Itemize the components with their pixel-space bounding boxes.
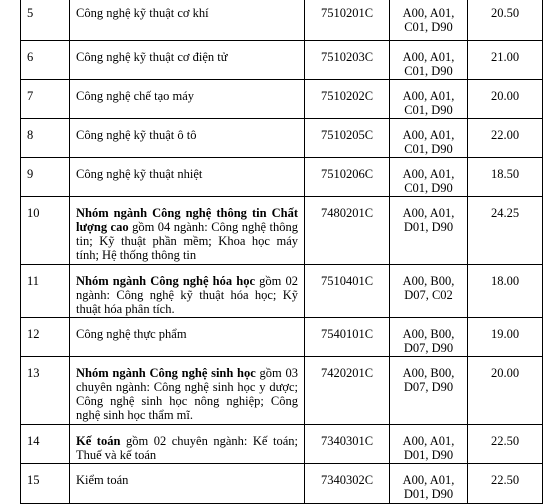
major-description: gồm 02 chuyên ngành: Kế toán; Thuế và kế toán: [76, 434, 298, 462]
admission-score: 19.00: [468, 318, 543, 357]
table-row: [21, 464, 543, 504]
admission-score-table: [20, 0, 543, 504]
subject-combination: A00, A01, D01, D90: [390, 464, 468, 504]
major-code: 7510202C: [305, 80, 390, 119]
row-number: 13: [21, 357, 70, 425]
admission-score: 24.25: [468, 197, 543, 265]
major-description: Công nghệ thực phẩm: [76, 327, 187, 341]
subject-combination: A00, A01, C01, D90: [390, 158, 468, 197]
subject-combination: A00, A01, C01, D90: [390, 41, 468, 80]
subject-combination: A00, A01, C01, D90: [390, 119, 468, 158]
major-code: 7510203C: [305, 41, 390, 80]
major-name: [70, 158, 305, 197]
major-name: [70, 119, 305, 158]
row-number: 9: [21, 158, 70, 197]
major-description: Công nghệ kỹ thuật cơ khí: [76, 6, 209, 20]
subject-combination: A00, A01, C01, D90: [390, 0, 468, 41]
row-number: 5: [21, 0, 70, 41]
admission-score: 20.00: [468, 357, 543, 425]
major-description: Công nghệ kỹ thuật cơ điện tử: [76, 50, 228, 64]
row-number: 10: [21, 197, 70, 265]
major-description: gồm 03 chuyên ngành: Công nghệ sinh học y dược; Công nghệ sinh học nông nghiệp; Công nghệ sinh học thẩm mĩ.: [76, 366, 298, 422]
major-group-title: Nhóm ngành Công nghệ sinh học: [76, 366, 256, 380]
subject-combination: A00, B00, D07, D90: [390, 357, 468, 425]
major-description: Công nghệ kỹ thuật nhiệt: [76, 167, 203, 181]
major-name: [70, 41, 305, 80]
table-row: [21, 357, 543, 425]
row-number: 15: [21, 464, 70, 504]
admission-score: 20.50: [468, 0, 543, 41]
subject-combination: A00, B00, D07, D90: [390, 318, 468, 357]
admission-score: 20.00: [468, 80, 543, 119]
row-number: 12: [21, 318, 70, 357]
major-name: [70, 318, 305, 357]
row-number: 14: [21, 425, 70, 464]
subject-combination: A00, A01, C01, D90: [390, 80, 468, 119]
admission-score: 18.00: [468, 265, 543, 318]
table-row: [21, 119, 543, 158]
major-name: [70, 425, 305, 464]
major-code: 7340302C: [305, 464, 390, 504]
major-name: [70, 357, 305, 425]
major-group-title: Nhóm ngành Công nghệ hóa học: [76, 274, 256, 288]
row-number: 7: [21, 80, 70, 119]
table-row: [21, 425, 543, 464]
admission-score: 18.50: [468, 158, 543, 197]
major-name: [70, 197, 305, 265]
major-name: [70, 464, 305, 504]
major-code: 7420201C: [305, 357, 390, 425]
major-code: 7540101C: [305, 318, 390, 357]
row-number: 6: [21, 41, 70, 80]
table-row: [21, 265, 543, 318]
major-code: 7340301C: [305, 425, 390, 464]
table-row: [21, 197, 543, 265]
major-description: gồm 02 ngành: Công nghệ kỹ thuật hóa học; Kỹ thuật hóa phân tích.: [76, 274, 298, 316]
major-code: 7510201C: [305, 0, 390, 41]
row-number: 8: [21, 119, 70, 158]
major-group-title: Nhóm ngành Công nghệ thông tin Chất lượng cao: [76, 206, 298, 234]
admission-score: 22.50: [468, 464, 543, 504]
major-name: [70, 0, 305, 41]
major-name: [70, 80, 305, 119]
major-code: 7510401C: [305, 265, 390, 318]
major-code: 7510205C: [305, 119, 390, 158]
subject-combination: A00, B00, D07, C02: [390, 265, 468, 318]
admission-score: 21.00: [468, 41, 543, 80]
major-code: 7510206C: [305, 158, 390, 197]
table-row: [21, 80, 543, 119]
table-row: [21, 0, 543, 41]
admission-score: 22.50: [468, 425, 543, 464]
major-description: Kiểm toán: [76, 473, 129, 487]
table-row: [21, 318, 543, 357]
table-row: [21, 41, 543, 80]
admission-score: 22.00: [468, 119, 543, 158]
major-name: [70, 265, 305, 318]
major-code: 7480201C: [305, 197, 390, 265]
major-group-title: Kế toán: [76, 434, 121, 448]
major-description: Công nghệ chế tạo máy: [76, 89, 195, 103]
subject-combination: A00, A01, D01, D90: [390, 425, 468, 464]
major-description: Công nghệ kỹ thuật ô tô: [76, 128, 197, 142]
subject-combination: A00, A01, D01, D90: [390, 197, 468, 265]
major-description: gồm 04 ngành: Công nghệ thông tin; Kỹ thuật phần mềm; Khoa học máy tính; Hệ thống thông tin: [76, 220, 298, 262]
row-number: 11: [21, 265, 70, 318]
table-row: [21, 158, 543, 197]
